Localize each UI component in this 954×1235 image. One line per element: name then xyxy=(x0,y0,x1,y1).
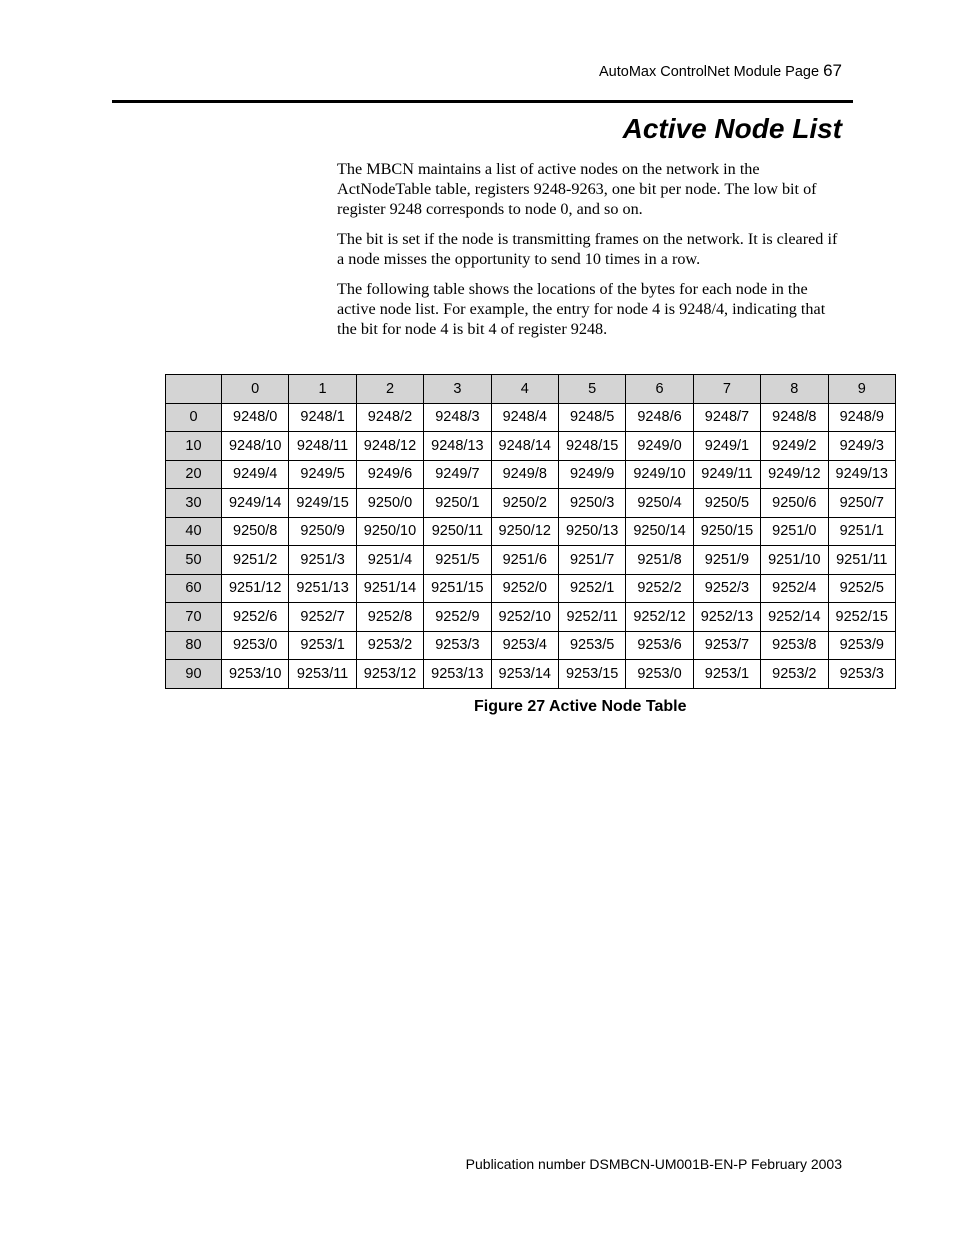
corner-cell xyxy=(166,375,222,404)
row-header: 70 xyxy=(166,603,222,632)
table-body xyxy=(166,403,896,688)
table-cell: 9250/0 xyxy=(356,489,423,518)
column-header: 7 xyxy=(693,375,760,404)
table-cell: 9253/8 xyxy=(761,631,828,660)
table-row xyxy=(166,546,896,575)
paragraph: The MBCN maintains a list of active nodes on the network in the ActNodeTable table, registers 9248-9263, one bit per node. The low bit of register 9248 corresponds to node 0, and so on. xyxy=(337,160,817,218)
table-cell: 9253/9 xyxy=(828,631,895,660)
table-cell: 9248/9 xyxy=(828,403,895,432)
table-cell: 9249/14 xyxy=(222,489,289,518)
row-header: 80 xyxy=(166,631,222,660)
table-cell: 9253/12 xyxy=(356,660,423,689)
page-number: 67 xyxy=(823,61,842,80)
table-row xyxy=(166,403,896,432)
table-cell: 9249/10 xyxy=(626,460,693,489)
table-cell: 9249/0 xyxy=(626,432,693,461)
table-cell: 9250/13 xyxy=(558,517,625,546)
table-row xyxy=(166,517,896,546)
row-header: 0 xyxy=(166,403,222,432)
table-row xyxy=(166,631,896,660)
table-cell: 9248/13 xyxy=(424,432,491,461)
paragraph: The following table shows the locations of the bytes for each node in the active node list. For example, the entry for node 4 is 9248/4, indicating that the bit for node 4 is bit 4 of register 9248. xyxy=(337,280,826,338)
table-cell: 9253/3 xyxy=(424,631,491,660)
table-cell: 9251/3 xyxy=(289,546,356,575)
table-cell: 9253/7 xyxy=(693,631,760,660)
table-cell: 9248/0 xyxy=(222,403,289,432)
table-cell: 9248/11 xyxy=(289,432,356,461)
body-text xyxy=(337,159,845,349)
table-row xyxy=(166,460,896,489)
table-cell: 9251/12 xyxy=(222,574,289,603)
table-header-row xyxy=(166,375,896,404)
table-cell: 9251/8 xyxy=(626,546,693,575)
column-header: 6 xyxy=(626,375,693,404)
table-cell: 9249/1 xyxy=(693,432,760,461)
table-cell: 9249/4 xyxy=(222,460,289,489)
table-row xyxy=(166,660,896,689)
column-header: 9 xyxy=(828,375,895,404)
column-header: 8 xyxy=(761,375,828,404)
table-cell: 9252/5 xyxy=(828,574,895,603)
table-cell: 9250/8 xyxy=(222,517,289,546)
table-cell: 9251/5 xyxy=(424,546,491,575)
table-cell: 9253/3 xyxy=(828,660,895,689)
table-row xyxy=(166,489,896,518)
active-node-table xyxy=(165,374,896,689)
table-cell: 9253/10 xyxy=(222,660,289,689)
table-row xyxy=(166,603,896,632)
table-cell: 9252/0 xyxy=(491,574,558,603)
table-cell: 9248/7 xyxy=(693,403,760,432)
table-cell: 9249/3 xyxy=(828,432,895,461)
table-row xyxy=(166,432,896,461)
table-cell: 9250/7 xyxy=(828,489,895,518)
table-cell: 9251/14 xyxy=(356,574,423,603)
table-cell: 9251/4 xyxy=(356,546,423,575)
table-cell: 9253/6 xyxy=(626,631,693,660)
table-cell: 9252/10 xyxy=(491,603,558,632)
table-cell: 9248/3 xyxy=(424,403,491,432)
table-cell: 9249/12 xyxy=(761,460,828,489)
table-cell: 9249/7 xyxy=(424,460,491,489)
table-cell: 9249/13 xyxy=(828,460,895,489)
table-cell: 9252/14 xyxy=(761,603,828,632)
table-cell: 9251/11 xyxy=(828,546,895,575)
table-cell: 9248/8 xyxy=(761,403,828,432)
table-cell: 9252/8 xyxy=(356,603,423,632)
table-cell: 9248/2 xyxy=(356,403,423,432)
table-cell: 9251/6 xyxy=(491,546,558,575)
table-cell: 9253/5 xyxy=(558,631,625,660)
table-cell: 9248/6 xyxy=(626,403,693,432)
column-header: 1 xyxy=(289,375,356,404)
table-cell: 9249/6 xyxy=(356,460,423,489)
table-cell: 9249/5 xyxy=(289,460,356,489)
column-header: 3 xyxy=(424,375,491,404)
row-header: 90 xyxy=(166,660,222,689)
table-cell: 9248/14 xyxy=(491,432,558,461)
table-cell: 9253/2 xyxy=(356,631,423,660)
table-cell: 9252/1 xyxy=(558,574,625,603)
table-cell: 9250/5 xyxy=(693,489,760,518)
table-cell: 9252/6 xyxy=(222,603,289,632)
table-cell: 9251/13 xyxy=(289,574,356,603)
table-cell: 9253/1 xyxy=(693,660,760,689)
table-cell: 9251/9 xyxy=(693,546,760,575)
table-cell: 9250/10 xyxy=(356,517,423,546)
table-cell: 9252/15 xyxy=(828,603,895,632)
table-cell: 9248/10 xyxy=(222,432,289,461)
header-title: AutoMax ControlNet Module Page xyxy=(599,64,820,80)
table-cell: 9250/6 xyxy=(761,489,828,518)
column-header: 0 xyxy=(222,375,289,404)
table-cell: 9253/4 xyxy=(491,631,558,660)
table-cell: 9249/8 xyxy=(491,460,558,489)
table-cell: 9248/1 xyxy=(289,403,356,432)
table-cell: 9248/12 xyxy=(356,432,423,461)
table-cell: 9249/9 xyxy=(558,460,625,489)
table-cell: 9251/0 xyxy=(761,517,828,546)
table-cell: 9252/13 xyxy=(693,603,760,632)
column-header: 5 xyxy=(558,375,625,404)
table-cell: 9250/3 xyxy=(558,489,625,518)
table-cell: 9249/11 xyxy=(693,460,760,489)
table-cell: 9250/11 xyxy=(424,517,491,546)
page-footer: Publication number DSMBCN-UM001B-EN-P February 2003 xyxy=(465,1156,842,1172)
row-header: 40 xyxy=(166,517,222,546)
table-cell: 9249/2 xyxy=(761,432,828,461)
table-cell: 9250/4 xyxy=(626,489,693,518)
table-cell: 9248/4 xyxy=(491,403,558,432)
table-cell: 9248/5 xyxy=(558,403,625,432)
row-header: 50 xyxy=(166,546,222,575)
section-title: Active Node List xyxy=(622,113,842,144)
table-cell: 9251/2 xyxy=(222,546,289,575)
table-cell: 9249/15 xyxy=(289,489,356,518)
table-cell: 9253/0 xyxy=(222,631,289,660)
table-cell: 9250/9 xyxy=(289,517,356,546)
header-rule xyxy=(112,100,853,103)
page-header xyxy=(599,61,842,81)
table-cell: 9250/12 xyxy=(491,517,558,546)
table-cell: 9252/3 xyxy=(693,574,760,603)
column-header: 2 xyxy=(356,375,423,404)
table-cell: 9253/11 xyxy=(289,660,356,689)
row-header: 10 xyxy=(166,432,222,461)
figure-caption: Figure 27 Active Node Table xyxy=(474,698,687,715)
paragraph: The bit is set if the node is transmitting frames on the network. It is cleared if a node misses the opportunity to send 10 times in a row. xyxy=(337,230,838,268)
row-header: 60 xyxy=(166,574,222,603)
table-cell: 9252/7 xyxy=(289,603,356,632)
row-header: 20 xyxy=(166,460,222,489)
table-cell: 9251/10 xyxy=(761,546,828,575)
table-cell: 9253/14 xyxy=(491,660,558,689)
table-cell: 9252/2 xyxy=(626,574,693,603)
table-cell: 9253/2 xyxy=(761,660,828,689)
table-cell: 9251/15 xyxy=(424,574,491,603)
table-cell: 9252/9 xyxy=(424,603,491,632)
table-row xyxy=(166,574,896,603)
table-cell: 9250/15 xyxy=(693,517,760,546)
table-cell: 9253/0 xyxy=(626,660,693,689)
table-cell: 9251/1 xyxy=(828,517,895,546)
table-cell: 9252/4 xyxy=(761,574,828,603)
table-cell: 9252/11 xyxy=(558,603,625,632)
table-cell: 9253/15 xyxy=(558,660,625,689)
table-cell: 9253/1 xyxy=(289,631,356,660)
table-cell: 9250/1 xyxy=(424,489,491,518)
table-cell: 9251/7 xyxy=(558,546,625,575)
table-cell: 9250/2 xyxy=(491,489,558,518)
table-cell: 9253/13 xyxy=(424,660,491,689)
table-cell: 9248/15 xyxy=(558,432,625,461)
table-cell: 9250/14 xyxy=(626,517,693,546)
column-header: 4 xyxy=(491,375,558,404)
table-cell: 9252/12 xyxy=(626,603,693,632)
row-header: 30 xyxy=(166,489,222,518)
